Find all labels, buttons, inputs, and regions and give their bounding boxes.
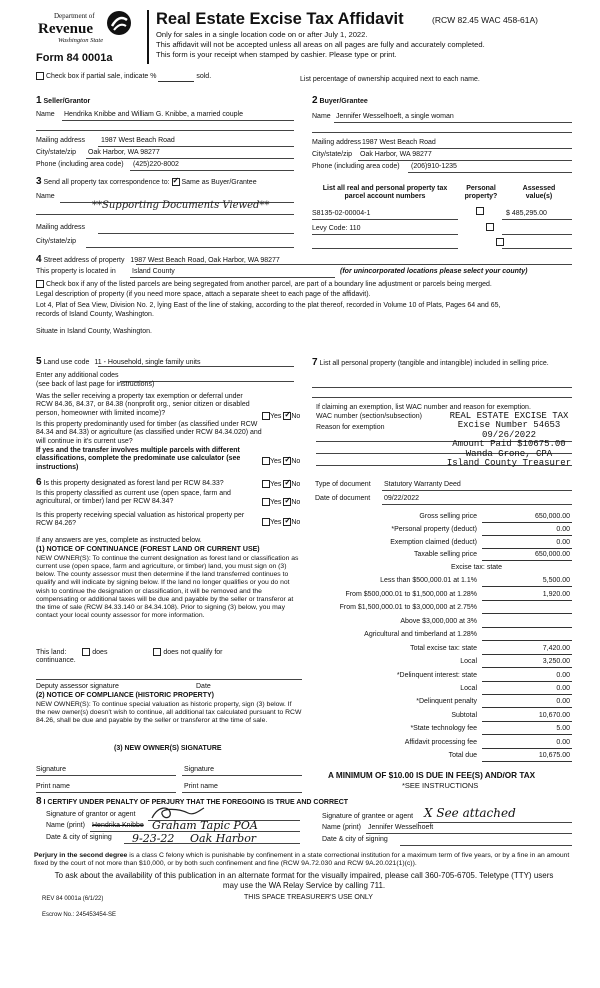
buyer-blank-line bbox=[312, 132, 572, 133]
assessed-value[interactable]: $ 485,295.00 bbox=[506, 210, 547, 217]
grantee-print-value[interactable]: Jennifer Wesselhoeft bbox=[368, 824, 434, 831]
new-owner-signature-heading: (3) NEW OWNER(S) SIGNATURE bbox=[114, 745, 222, 752]
county-select[interactable]: Island County bbox=[132, 268, 175, 275]
deputy-signature-label: Deputy assessor signature bbox=[36, 683, 119, 690]
doc-date-value[interactable]: 09/22/2022 bbox=[384, 495, 420, 502]
seller-mailing-value[interactable]: 1987 West Beach Road bbox=[101, 137, 175, 144]
assessed-header-2: value(s) bbox=[525, 193, 553, 201]
buyer-phone-label: Phone (including area code) bbox=[312, 163, 400, 170]
no-label: No bbox=[291, 480, 301, 488]
calc-value[interactable]: 10,675.00 bbox=[482, 752, 572, 762]
see-back-note: (see back of last page for instructions) bbox=[36, 381, 155, 388]
revision-label: REV 84 0001a (6/1/22) bbox=[42, 896, 104, 902]
notice-continuance-heading: (1) NOTICE OF CONTINUANCE (FOREST LAND OR CURRENT USE) bbox=[36, 546, 260, 553]
levy-code[interactable]: Levy Code: 110 bbox=[312, 225, 361, 232]
buyer-mailing-label: Mailing address bbox=[312, 139, 362, 146]
ownership-note: List percentage of ownership acquired next to each name. bbox=[300, 76, 480, 83]
new-owner-print-label-1: Print name bbox=[36, 783, 70, 790]
form-number: Form 84 0001a bbox=[36, 52, 113, 64]
buyer-city-label: City/state/zip bbox=[312, 151, 353, 158]
same-as-buyer-checkbox[interactable] bbox=[172, 178, 180, 186]
personal-header-2: property? bbox=[464, 193, 498, 201]
calc-label: Exemption claimed (deduct) bbox=[390, 539, 477, 546]
calc-value[interactable]: 0.00 bbox=[482, 526, 572, 536]
form-citation: (RCW 82.45 WAC 458-61A) bbox=[432, 15, 538, 25]
new-owner-signature-label-2: Signature bbox=[184, 766, 214, 773]
buyer-heading bbox=[312, 95, 368, 107]
calc-label: Total excise tax: state bbox=[410, 645, 477, 652]
this-land-label: This land: bbox=[36, 648, 67, 656]
calc-value[interactable] bbox=[482, 631, 572, 641]
timber-yes-checkbox[interactable] bbox=[262, 457, 270, 465]
calc-row bbox=[312, 618, 572, 629]
segregated-row bbox=[36, 280, 492, 289]
forest-yes-checkbox[interactable] bbox=[262, 480, 270, 488]
yes-label: Yes bbox=[270, 518, 282, 526]
calc-value[interactable]: 5.00 bbox=[482, 725, 572, 735]
buyer-mailing-line bbox=[360, 148, 572, 149]
treasurer-stamp bbox=[424, 412, 594, 469]
seller-name-line bbox=[62, 120, 294, 121]
county-line bbox=[130, 277, 335, 278]
no-label: No bbox=[291, 498, 301, 506]
correspondence-row bbox=[36, 176, 257, 188]
parcel-line-3 bbox=[312, 248, 458, 249]
land-does-not-checkbox[interactable] bbox=[153, 648, 161, 656]
buyer-name-value[interactable]: Jennifer Wesselhoeft, a single woman bbox=[336, 113, 454, 120]
calc-value[interactable] bbox=[482, 618, 572, 628]
seller-mailing-label: Mailing address bbox=[36, 137, 86, 144]
located-label: This property is located in bbox=[36, 268, 116, 275]
timber-yes-no bbox=[262, 457, 300, 466]
header-note-1: Only for sales in a single location code on or after July 1, 2022. bbox=[156, 30, 368, 39]
partial-sale-checkbox[interactable] bbox=[36, 72, 44, 80]
current-use-question: Is this property classified as current use (open space, farm and agricultural, or timber) land per RCW 84.34? bbox=[36, 490, 231, 506]
seller-city-label: City/state/zip bbox=[36, 149, 77, 156]
calc-label: Agricultural and timberland at 1.28% bbox=[364, 631, 477, 638]
assessed-line-1 bbox=[502, 219, 572, 220]
calc-label: Total due bbox=[448, 752, 477, 759]
grantee-signature-label: Signature of grantee or agent bbox=[322, 813, 414, 820]
forest-yes-no bbox=[262, 480, 300, 489]
seller-city-value[interactable]: Oak Harbor, WA 98277 bbox=[88, 149, 160, 156]
buyer-phone-line bbox=[408, 172, 572, 173]
calc-label: Subtotal bbox=[451, 712, 477, 719]
calc-value[interactable]: 0.00 bbox=[482, 685, 572, 695]
perjury-text: is a class C felony which is punishable by confinement in a state correctional institution for a maximum term of five years, or by a fine in an amount fixed by the court of not more than $10,000, or by both such confinement and fine (RCW 9A.72.030 and RCW 9A.20.021(1)(c)). bbox=[34, 852, 570, 868]
assessed-header-1: Assessed bbox=[522, 185, 556, 192]
section-number: 5 bbox=[36, 356, 42, 367]
stamp-line-1: REAL ESTATE EXCISE TAX bbox=[449, 411, 569, 421]
grantor-print-label: Name (print) bbox=[46, 822, 85, 829]
dor-emblem-icon bbox=[106, 10, 132, 36]
seller-heading bbox=[36, 95, 90, 107]
calc-value[interactable] bbox=[482, 604, 572, 614]
current-use-yes-no bbox=[262, 498, 300, 507]
calc-row bbox=[312, 685, 572, 696]
doc-type-line bbox=[382, 490, 572, 491]
legal-desc-line-1: Lot 4, Plat of Sea View, Division No. 2, lying East of the line of staking, according to the plat thereof, recorded in Volume 10 of Plats, Pages 64 and 65, bbox=[36, 302, 501, 309]
no-label: No bbox=[291, 457, 301, 465]
calc-value[interactable]: 3,250.00 bbox=[482, 658, 572, 668]
form-title: Real Estate Excise Tax Affidavit bbox=[156, 10, 404, 28]
new-owner-sig-line-2[interactable] bbox=[182, 775, 302, 776]
section-number: 7 bbox=[312, 357, 318, 368]
forest-question-text: Is this property designated as forest land per RCW 84.33? bbox=[43, 480, 224, 487]
calc-label: Gross selling price bbox=[419, 513, 477, 520]
grantee-print-label: Name (print) bbox=[322, 824, 361, 831]
calc-row bbox=[312, 725, 572, 736]
forest-question bbox=[36, 477, 262, 489]
new-owner-print-line-1[interactable] bbox=[36, 792, 176, 793]
perjury-bold: Perjury in the second degree bbox=[34, 852, 128, 859]
seller-blank-line bbox=[36, 130, 294, 131]
grantee-date-line bbox=[400, 845, 572, 846]
multiple-parcels-question: If yes and the transfer involves multiple parcels with different classifications, complete the predominate use calculator (see instructions) bbox=[36, 447, 241, 471]
current-use-no-checkbox[interactable] bbox=[283, 498, 291, 506]
doc-type-value[interactable]: Statutory Warranty Deed bbox=[384, 481, 461, 488]
grantor-signature-label: Signature of grantor or agent bbox=[46, 811, 136, 818]
calc-label: *Personal property (deduct) bbox=[391, 526, 477, 533]
calc-label: From $500,000.01 to $1,500,000 at 1.28% bbox=[345, 591, 477, 598]
minimum-fee-note: A MINIMUM OF $10.00 IS DUE IN FEE(S) AND/OR TAX bbox=[328, 771, 536, 780]
corr-mailing-line bbox=[98, 233, 294, 234]
legal-desc-line-2: records of Island County, Washington. bbox=[36, 311, 154, 318]
seller-phone-value[interactable]: (425)220-8002 bbox=[133, 161, 179, 168]
revenue-wordmark: Revenue bbox=[38, 21, 93, 37]
personal-header-1: Personal bbox=[466, 185, 496, 192]
correspondence-label: Send all property tax correspondence to: bbox=[43, 179, 170, 186]
section-number: 2 bbox=[312, 95, 318, 106]
parcel-header-1: List all real and personal property tax bbox=[322, 185, 448, 192]
personal-property-line-1 bbox=[312, 387, 572, 388]
grantor-handwritten-date: 9-23-22 bbox=[132, 832, 175, 845]
street-line bbox=[136, 264, 572, 265]
calc-row bbox=[312, 513, 572, 524]
continuance-label: continuance. bbox=[36, 657, 76, 664]
corr-city-line bbox=[86, 247, 294, 248]
calc-value[interactable]: 10,670.00 bbox=[482, 712, 572, 722]
exemption-no-checkbox[interactable] bbox=[283, 412, 291, 420]
historic-yes-no bbox=[262, 518, 300, 527]
calc-value[interactable]: 7,420.00 bbox=[482, 645, 572, 655]
assessed-line-3 bbox=[502, 248, 572, 249]
calc-value[interactable]: 650,000.00 bbox=[482, 551, 572, 561]
yes-label: Yes bbox=[270, 498, 282, 506]
sold-label: sold. bbox=[196, 72, 212, 80]
alt-format-notice: To ask about the availability of this publication in an alternate format for the visually impaired, please call 360-705-6705. Teletype (TTY) users may use the WA Relay Service by calling 711. bbox=[54, 871, 554, 891]
exemption-yes-no bbox=[262, 412, 300, 421]
section-number: 8 bbox=[36, 796, 42, 807]
header-note-3 bbox=[156, 50, 397, 59]
seller-city-line bbox=[86, 158, 294, 159]
assessed-line-2 bbox=[502, 234, 572, 235]
timber-question: Is this property predominantly used for timber (as classified under RCW 84.34 and 84.33) or agriculture (as classified under RCW 84.34.020) and will continue in it's current use? bbox=[36, 421, 262, 445]
calc-value[interactable]: 1,920.00 bbox=[482, 591, 572, 601]
calc-label: Local bbox=[460, 685, 477, 692]
grantor-handwritten-city: Oak Harbor bbox=[190, 832, 257, 845]
calc-value[interactable]: 0.00 bbox=[482, 698, 572, 708]
doc-type-label: Type of document bbox=[315, 481, 371, 488]
yes-label: Yes bbox=[270, 412, 282, 420]
seller-heading-text: Seller/Grantor bbox=[43, 98, 91, 105]
legal-desc-line-3: Situate in Island County, Washington. bbox=[36, 328, 152, 335]
notice-compliance-body: NEW OWNER(S): To continue special valuation as historic property, sign (3) below. If the new owner(s) doesn't wish to continue, all additional tax calculated pursuant to RCW 84.26, shall be due and payable by the seller or transferor at the time of sale. bbox=[36, 701, 302, 725]
notice-compliance-heading: (2) NOTICE OF COMPLIANCE (HISTORIC PROPERTY) bbox=[36, 692, 214, 699]
grantor-print-value[interactable]: Hendrika Knibbe bbox=[92, 822, 144, 829]
no-label: No bbox=[291, 412, 301, 420]
new-owner-sig-line-1[interactable] bbox=[36, 775, 176, 776]
unincorporated-note: (for unincorporated locations please select your county) bbox=[340, 268, 528, 275]
calc-label: *State technology fee bbox=[410, 725, 477, 732]
calc-label: Excise tax: state bbox=[451, 564, 502, 571]
calc-label: *Delinquent interest: state bbox=[396, 672, 477, 679]
exemption-question: Was the seller receiving a property tax exemption or deferral under RCW 84.36, 84.37, or 84.38 (nonprofit org., senior citizen or disabled person, homeowner with limited income)? bbox=[36, 393, 250, 417]
parcel-line-2 bbox=[312, 234, 458, 235]
partial-sale-row bbox=[36, 72, 211, 82]
current-use-yes-checkbox[interactable] bbox=[262, 498, 270, 506]
no-label: No bbox=[291, 518, 301, 526]
header-divider bbox=[147, 10, 149, 64]
yes-label: Yes bbox=[270, 480, 282, 488]
grantee-date-label: Date & city of signing bbox=[322, 836, 388, 843]
calc-row bbox=[312, 698, 572, 709]
personal-property-line-2 bbox=[312, 397, 572, 398]
grantor-date-label: Date & city of signing bbox=[46, 834, 112, 841]
exemption-claim-label: If claiming an exemption, list WAC number and reason for exemption. bbox=[316, 404, 531, 411]
supporting-docs-note: **Supporting Documents Viewed** bbox=[92, 200, 270, 211]
calc-row bbox=[312, 658, 572, 669]
escrow-number: Escrow No.: 245453454-SE bbox=[42, 912, 117, 918]
parcel-header-2: parcel account numbers bbox=[344, 193, 426, 201]
calc-label: Less than $500,000.01 at 1.1% bbox=[380, 577, 477, 584]
calc-row bbox=[312, 672, 572, 683]
parcel-header bbox=[312, 185, 458, 202]
this-land-row bbox=[36, 648, 223, 657]
personal-property-row bbox=[312, 357, 572, 369]
calc-value[interactable]: 5,500.00 bbox=[482, 577, 572, 587]
doc-date-label: Date of document bbox=[315, 495, 371, 502]
parcel-number[interactable]: S8135-02-00004-1 bbox=[312, 210, 371, 217]
section-number: 4 bbox=[36, 254, 42, 265]
section-number: 1 bbox=[36, 95, 42, 106]
stamp-line-3: 09/26/2022 bbox=[481, 429, 536, 440]
land-use-label: Land use code bbox=[43, 359, 90, 366]
calc-row bbox=[312, 564, 572, 575]
buyer-city-line bbox=[358, 160, 572, 161]
perjury-notice bbox=[34, 852, 574, 869]
dor-logo bbox=[34, 10, 134, 50]
notice-continuance-body: NEW OWNER(S): To continue the current designation as forest land or classification as current use (open space, farm and agriculture, or timber) land, you must sign on (3) below. The county assessor must then determine if the land transferred continues to qualify and will indicate by signing below. If the land no longer qualifies or you do not wish to continue the designation or classification, it will be removed and the compensating or additional taxes will be due and payable by the seller or transferor at the time of sale (RCW 84.33.140 or 84.34.108). Prior to signing (3) below, you may contact your local county assessor for more information. bbox=[36, 555, 299, 620]
segregated-checkbox[interactable] bbox=[36, 280, 44, 288]
buyer-name-line bbox=[334, 122, 572, 123]
segregated-label: Check box if any of the listed parcels are being segregated from another parcel, are part of a boundary line adjustment or parcels being merged. bbox=[45, 280, 492, 288]
personal-property-label: List all personal property (tangible and intangible) included in selling price. bbox=[319, 360, 549, 367]
calc-row bbox=[312, 631, 572, 642]
yes-label: Yes bbox=[270, 457, 282, 465]
personal-header bbox=[460, 185, 502, 202]
land-does-checkbox[interactable] bbox=[82, 648, 90, 656]
new-owner-print-line-2[interactable] bbox=[182, 792, 302, 793]
does-not-label: does not qualify for bbox=[163, 648, 223, 656]
seller-mailing-line bbox=[98, 146, 294, 147]
partial-sale-percent-input[interactable] bbox=[158, 73, 194, 82]
calc-row bbox=[312, 577, 572, 588]
seller-name-label: Name bbox=[36, 111, 55, 118]
personal-property-checkbox-3[interactable] bbox=[496, 238, 504, 246]
grantee-handwritten-signature: X See attached bbox=[424, 806, 516, 820]
calc-row bbox=[312, 539, 572, 550]
land-use-line bbox=[98, 366, 294, 367]
seller-name-value[interactable]: Hendrika Knibbe and William G. Knibbe, a married couple bbox=[64, 111, 243, 118]
grantee-print-line bbox=[366, 833, 572, 834]
street-value[interactable]: 1987 West Beach Road, Oak Harbor, WA 98277 bbox=[130, 257, 280, 264]
stamp-line-4: Amount Paid $10675.00 bbox=[452, 439, 566, 450]
calc-row bbox=[312, 591, 572, 602]
calc-label: *Delinquent penalty bbox=[416, 698, 477, 705]
calc-label: Local bbox=[460, 658, 477, 665]
corr-mailing-label: Mailing address bbox=[36, 224, 86, 231]
stamp-line-6: Island County Treasurer bbox=[446, 458, 572, 469]
doc-date-line bbox=[382, 504, 572, 505]
street-label: Street address of property bbox=[43, 257, 125, 264]
header-note-2: This affidavit will not be accepted unless all areas on all pages are fully and accurately completed. bbox=[156, 40, 485, 49]
calc-value[interactable]: 0.00 bbox=[482, 539, 572, 549]
washington-state-label: Washington State bbox=[58, 37, 104, 44]
seller-phone-label: Phone (including area code) bbox=[36, 161, 124, 168]
does-label: does bbox=[92, 648, 108, 656]
timber-no-checkbox[interactable] bbox=[283, 457, 291, 465]
reason-label: Reason for exemption bbox=[316, 424, 385, 431]
parcel-line-1 bbox=[312, 219, 458, 220]
corr-city-label: City/state/zip bbox=[36, 238, 77, 245]
treasurer-use-label: THIS SPACE TREASURER'S USE ONLY bbox=[244, 894, 373, 901]
new-owner-print-label-2: Print name bbox=[184, 783, 218, 790]
calc-row bbox=[312, 551, 572, 562]
header-note-3-text: This form is your receipt when stamped by cashier. Please type or print. bbox=[156, 50, 397, 59]
if-any-yes-note: If any answers are yes, complete as instructed below. bbox=[36, 537, 202, 544]
land-use-value[interactable]: 11 - Household, single family units bbox=[94, 359, 201, 366]
certify-text: I CERTIFY UNDER PENALTY OF PERJURY THAT THE FOREGOING IS TRUE AND CORRECT bbox=[43, 799, 349, 806]
assessed-header bbox=[506, 185, 572, 202]
seller-phone-line bbox=[130, 170, 294, 171]
new-owner-signature-label-1: Signature bbox=[36, 766, 66, 773]
exemption-yes-checkbox[interactable] bbox=[262, 412, 270, 420]
calc-row bbox=[312, 604, 572, 615]
calc-label: From $1,500,000.01 to $3,000,000 at 2.75% bbox=[339, 604, 477, 611]
stamp-line-5: Wanda Grone, CPA bbox=[465, 448, 553, 459]
buyer-name-label: Name bbox=[312, 113, 331, 120]
dept-of-label: Department of bbox=[54, 12, 95, 20]
buyer-phone-value[interactable]: (206)910-1235 bbox=[411, 163, 457, 170]
calc-value[interactable]: 0.00 bbox=[482, 739, 572, 749]
deputy-signature-line[interactable] bbox=[36, 679, 302, 680]
same-as-buyer-label: Same as Buyer/Grantee bbox=[181, 179, 257, 186]
buyer-city-value[interactable]: Oak Harbor, WA 98277 bbox=[360, 151, 432, 158]
calc-label: Above $3,000,000 at 3% bbox=[400, 618, 477, 625]
historic-yes-checkbox[interactable] bbox=[262, 518, 270, 526]
section-number: 3 bbox=[36, 176, 42, 187]
calc-label: Affidavit processing fee bbox=[404, 739, 477, 746]
calc-row bbox=[312, 739, 572, 750]
calc-label: Taxable selling price bbox=[413, 551, 477, 558]
calc-value[interactable]: 650,000.00 bbox=[482, 513, 572, 523]
calc-value[interactable]: 0.00 bbox=[482, 672, 572, 682]
grantor-handwritten-name: Graham Tapic POA bbox=[152, 819, 258, 832]
personal-property-checkbox-2[interactable] bbox=[486, 223, 494, 231]
buyer-heading-text: Buyer/Grantee bbox=[319, 98, 368, 105]
stamp-line-2: Excise Number 54653 bbox=[457, 420, 561, 431]
calc-row bbox=[312, 752, 572, 763]
section-number: 6 bbox=[36, 477, 42, 488]
partial-sale-label: Check box if partial sale, indicate % bbox=[45, 72, 157, 80]
historic-no-checkbox[interactable] bbox=[283, 518, 291, 526]
historic-question: Is this property receiving special valuation as historical property per RCW 84.26? bbox=[36, 512, 245, 528]
wac-label: WAC number (section/subsection) bbox=[316, 413, 422, 420]
corr-blank-line bbox=[36, 214, 294, 215]
buyer-mailing-value[interactable]: 1987 West Beach Road bbox=[362, 139, 436, 146]
additional-codes-label: Enter any additional codes bbox=[36, 372, 119, 379]
see-instructions-note: *SEE INSTRUCTIONS bbox=[402, 781, 479, 790]
corr-name-label: Name bbox=[36, 193, 55, 200]
personal-property-checkbox-1[interactable] bbox=[476, 207, 484, 215]
forest-no-checkbox[interactable] bbox=[283, 480, 291, 488]
legal-desc-label: Legal description of property (if you need more space, attach a separate sheet to each page of the affidavit). bbox=[36, 291, 371, 298]
calc-row bbox=[312, 645, 572, 656]
calc-row bbox=[312, 526, 572, 537]
grantee-signature-line[interactable] bbox=[418, 822, 572, 823]
deputy-date-label: Date bbox=[196, 683, 211, 690]
calc-row bbox=[312, 712, 572, 723]
